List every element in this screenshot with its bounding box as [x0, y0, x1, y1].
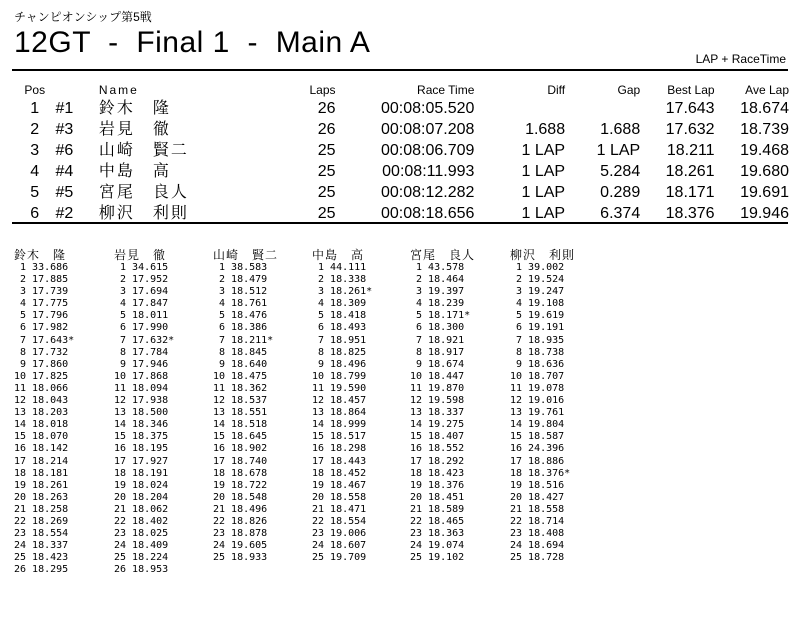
lap-time: 6 18.386	[213, 322, 268, 334]
lap-column	[114, 248, 209, 576]
cell-best-lap: 18.211	[666, 142, 715, 159]
lap-column-driver: 山崎 賢二	[213, 248, 279, 262]
lap-time: 6 18.493	[312, 322, 367, 334]
cell-best-lap: 18.376	[665, 205, 715, 222]
lap-time: 7 18.211*	[213, 334, 274, 346]
lap-time: 10 17.868	[114, 370, 169, 382]
lap-time: 21 18.062	[114, 503, 169, 515]
lap-time: 18 18.191	[114, 467, 169, 479]
lap-time: 23 19.006	[312, 528, 367, 540]
lap-time: 15 18.645	[213, 431, 268, 443]
lap-time: 17 18.740	[213, 455, 268, 467]
lap-time: 22 18.269	[14, 515, 69, 527]
lap-time: 26 18.295	[14, 564, 69, 576]
lap-time: 4 17.775	[14, 298, 69, 310]
lap-time: 21 18.558	[510, 503, 565, 515]
lap-time: 4 18.761	[213, 298, 268, 310]
lap-time: 22 18.554	[312, 515, 367, 527]
lap-time: 10 18.799	[312, 370, 367, 382]
event-subtitle: チャンピオンシップ第5戦	[14, 10, 152, 24]
lap-time: 9 18.496	[312, 358, 367, 370]
lap-time: 13 19.761	[510, 407, 565, 419]
lap-time: 8 18.845	[213, 346, 268, 358]
cell-ave-lap: 19.468	[740, 142, 789, 159]
lap-time: 6 18.300	[410, 322, 465, 334]
lap-time: 7 18.935	[510, 334, 565, 346]
lap-time: 23 18.363	[410, 528, 465, 540]
lap-time: 17 18.292	[410, 455, 465, 467]
lap-time: 7 17.643*	[14, 334, 75, 346]
lap-time: 14 18.518	[213, 419, 268, 431]
lap-time: 13 18.337	[410, 407, 465, 419]
cell-gap: 5.284	[600, 163, 641, 180]
cell-diff	[474, 98, 565, 119]
lap-column	[312, 248, 407, 564]
results-table	[14, 82, 789, 224]
lap-time: 2 17.952	[114, 274, 169, 286]
cell-driver-name: 鈴木 隆	[98, 100, 171, 117]
lap-column-driver: 柳沢 利則	[510, 248, 576, 262]
lap-time: 8 17.784	[114, 346, 169, 358]
lap-time: 15 18.407	[410, 431, 465, 443]
report-mode-label: LAP + RaceTime	[695, 52, 786, 66]
lap-time: 10 18.707	[510, 370, 565, 382]
lap-time: 3 17.739	[14, 286, 69, 298]
cell-ave-lap: 18.674	[740, 100, 789, 117]
lap-column-driver: 中島 高	[312, 248, 365, 262]
lap-time: 25 18.728	[510, 552, 565, 564]
lap-time: 14 19.275	[410, 419, 465, 431]
cell-driver-name: 宮尾 良人	[98, 184, 189, 201]
lap-time: 5 18.476	[213, 310, 268, 322]
cell-diff: 1.688	[525, 121, 566, 138]
lap-column	[14, 248, 109, 576]
lap-column-driver: 鈴木 隆	[14, 248, 67, 262]
col-number	[55, 82, 98, 98]
lap-time: 24 18.409	[114, 540, 169, 552]
table-row	[14, 140, 789, 161]
lap-time: 11 19.078	[510, 382, 565, 394]
lap-time: 3 19.247	[510, 286, 565, 298]
cell-driver-name: 中島 高	[98, 163, 171, 180]
lap-time: 5 18.011	[114, 310, 169, 322]
lap-time: 17 17.927	[114, 455, 169, 467]
cell-ave-lap: 18.739	[740, 121, 789, 138]
lap-time: 18 18.678	[213, 467, 268, 479]
cell-car-number: #1	[55, 100, 74, 117]
table-row	[14, 161, 789, 182]
cell-best-lap: 17.632	[665, 121, 715, 138]
lap-time: 14 18.346	[114, 419, 169, 431]
lap-time: 8 18.825	[312, 346, 367, 358]
cell-laps: 26	[317, 121, 336, 138]
lap-time: 16 18.298	[312, 443, 367, 455]
lap-time: 22 18.402	[114, 515, 169, 527]
lap-time: 20 18.548	[213, 491, 268, 503]
lap-time: 12 18.537	[213, 395, 268, 407]
lap-time: 19 18.467	[312, 479, 367, 491]
lap-time: 13 18.203	[14, 407, 69, 419]
lap-time: 15 18.587	[510, 431, 565, 443]
lap-time: 5 18.171*	[410, 310, 471, 322]
lap-time: 22 18.465	[410, 515, 465, 527]
lap-time: 11 18.066	[14, 382, 69, 394]
cell-pos: 6	[30, 205, 40, 222]
lap-time: 23 18.878	[213, 528, 268, 540]
lap-time: 13 18.864	[312, 407, 367, 419]
lap-time: 6 17.982	[14, 322, 69, 334]
lap-time: 19 18.261	[14, 479, 69, 491]
cell-ave-lap: 19.691	[740, 184, 789, 201]
lap-time: 21 18.589	[410, 503, 465, 515]
lap-time: 13 18.500	[114, 407, 169, 419]
lap-time: 21 18.471	[312, 503, 367, 515]
results-header-row	[14, 82, 789, 98]
lap-time: 8 17.732	[14, 346, 69, 358]
lap-time: 1 38.583	[213, 262, 268, 273]
lap-time: 17 18.886	[510, 455, 565, 467]
cell-race-time: 00:08:18.656	[380, 205, 475, 222]
lap-time: 9 18.640	[213, 358, 268, 370]
lap-time: 4 18.309	[312, 298, 367, 310]
lap-time: 14 18.018	[14, 419, 69, 431]
lap-time: 23 18.408	[510, 528, 565, 540]
lap-time: 10 17.825	[14, 370, 69, 382]
lap-time: 21 18.496	[213, 503, 268, 515]
lap-time: 11 18.094	[114, 382, 169, 394]
cell-gap	[565, 98, 640, 119]
lap-time: 7 18.951	[312, 334, 367, 346]
cell-gap: 0.289	[600, 184, 641, 201]
lap-time: 4 19.108	[510, 298, 565, 310]
table-row	[14, 119, 789, 140]
cell-diff: 1 LAP	[521, 163, 566, 180]
lap-time: 11 18.362	[213, 382, 268, 394]
lap-time: 2 17.885	[14, 274, 69, 286]
col-race-time: Race Time	[417, 83, 475, 97]
lap-time: 17 18.214	[14, 455, 69, 467]
lap-time: 11 19.590	[312, 382, 367, 394]
lap-time: 24 18.694	[510, 540, 565, 552]
cell-diff: 1 LAP	[521, 205, 566, 222]
lap-time: 12 19.598	[410, 395, 465, 407]
lap-time: 7 17.632*	[114, 334, 175, 346]
cell-driver-name: 柳沢 利則	[98, 205, 189, 222]
cell-pos: 1	[30, 100, 40, 117]
col-pos: Pos	[24, 83, 46, 97]
lap-time: 25 18.224	[114, 552, 169, 564]
cell-gap: 1 LAP	[596, 142, 641, 159]
lap-time: 15 18.375	[114, 431, 169, 443]
lap-time: 12 18.457	[312, 395, 367, 407]
lap-column-driver: 岩見 徹	[114, 248, 167, 262]
col-name: Name	[98, 83, 139, 97]
lap-time: 17 18.443	[312, 455, 367, 467]
lap-time: 19 18.516	[510, 479, 565, 491]
cell-ave-lap: 19.680	[740, 163, 789, 180]
table-row	[14, 98, 789, 119]
lap-time: 6 17.990	[114, 322, 169, 334]
lap-time: 2 19.524	[510, 274, 565, 286]
lap-time: 25 19.102	[410, 552, 465, 564]
lap-time: 22 18.714	[510, 515, 565, 527]
lap-time: 20 18.451	[410, 491, 465, 503]
lap-column	[510, 248, 605, 564]
cell-laps: 26	[317, 100, 336, 117]
cell-race-time: 00:08:06.709	[380, 142, 475, 159]
cell-laps: 25	[317, 184, 336, 201]
lap-time: 6 19.191	[510, 322, 565, 334]
lap-time: 5 18.418	[312, 310, 367, 322]
cell-best-lap: 18.261	[665, 163, 715, 180]
lap-time: 9 17.860	[14, 358, 69, 370]
lap-time: 26 18.953	[114, 564, 169, 576]
lap-time: 11 19.870	[410, 382, 465, 394]
cell-car-number: #3	[55, 121, 74, 138]
lap-time: 15 18.517	[312, 431, 367, 443]
lap-time: 9 18.674	[410, 358, 465, 370]
lap-time: 2 18.464	[410, 274, 465, 286]
cell-race-time: 00:08:07.208	[380, 121, 475, 138]
lap-time: 5 17.796	[14, 310, 69, 322]
lap-time: 16 18.142	[14, 443, 69, 455]
cell-pos: 2	[30, 121, 40, 138]
lap-time: 18 18.423	[410, 467, 465, 479]
results-body	[14, 98, 789, 224]
cell-gap: 6.374	[600, 205, 641, 222]
cell-car-number: #6	[55, 142, 74, 159]
cell-driver-name: 山崎 賢二	[98, 142, 189, 159]
lap-time: 16 18.552	[410, 443, 465, 455]
lap-time: 18 18.452	[312, 467, 367, 479]
divider-bottom	[12, 222, 788, 224]
lap-time: 1 34.615	[114, 262, 169, 273]
col-laps: Laps	[309, 83, 336, 97]
cell-best-lap: 17.643	[665, 100, 715, 117]
lap-time: 2 18.338	[312, 274, 367, 286]
cell-pos: 3	[30, 142, 40, 159]
lap-time: 1 39.002	[510, 262, 565, 273]
lap-time: 19 18.024	[114, 479, 169, 491]
lap-time: 1 33.686	[14, 262, 69, 273]
lap-column	[213, 248, 308, 564]
table-row	[14, 203, 789, 224]
cell-diff: 1 LAP	[521, 184, 566, 201]
lap-time: 23 18.025	[114, 528, 169, 540]
lap-time: 25 19.709	[312, 552, 367, 564]
lap-time: 1 44.111	[312, 262, 367, 273]
table-row	[14, 182, 789, 203]
lap-time: 12 17.938	[114, 395, 169, 407]
lap-time: 24 18.607	[312, 540, 367, 552]
col-gap: Gap	[617, 83, 641, 97]
cell-best-lap: 18.171	[665, 184, 715, 201]
lap-time: 10 18.447	[410, 370, 465, 382]
lap-time: 16 18.195	[114, 443, 169, 455]
lap-time: 24 19.074	[410, 540, 465, 552]
cell-ave-lap: 19.946	[740, 205, 789, 222]
cell-pos: 4	[30, 163, 40, 180]
lap-time: 20 18.204	[114, 491, 169, 503]
cell-car-number: #5	[55, 184, 74, 201]
lap-time: 9 18.636	[510, 358, 565, 370]
lap-time: 3 17.694	[114, 286, 169, 298]
lap-time: 20 18.263	[14, 491, 69, 503]
lap-time: 19 18.376	[410, 479, 465, 491]
lap-time: 23 18.554	[14, 528, 69, 540]
lap-time: 18 18.376*	[510, 467, 571, 479]
lap-time: 1 43.578	[410, 262, 465, 273]
cell-laps: 25	[317, 142, 336, 159]
col-best-lap: Best Lap	[667, 83, 715, 97]
cell-driver-name: 岩見 徹	[98, 121, 171, 138]
lap-time: 12 19.016	[510, 395, 565, 407]
lap-time: 8 18.738	[510, 346, 565, 358]
cell-race-time: 00:08:12.282	[380, 184, 475, 201]
col-diff: Diff	[547, 83, 566, 97]
cell-gap: 1.688	[600, 121, 641, 138]
divider-top	[12, 69, 788, 71]
col-ave-lap: Ave Lap	[745, 83, 789, 97]
cell-race-time: 00:08:05.520	[380, 100, 475, 117]
cell-laps: 25	[317, 205, 336, 222]
lap-time: 20 18.427	[510, 491, 565, 503]
cell-pos: 5	[30, 184, 40, 201]
lap-time: 22 18.826	[213, 515, 268, 527]
lap-time: 12 18.043	[14, 395, 69, 407]
cell-race-time: 00:08:11.993	[382, 163, 475, 180]
lap-column	[410, 248, 505, 564]
lap-time: 25 18.933	[213, 552, 268, 564]
lap-time: 3 18.512	[213, 286, 268, 298]
lap-time: 13 18.551	[213, 407, 268, 419]
lap-column-driver: 宮尾 良人	[410, 248, 476, 262]
lap-time: 25 18.423	[14, 552, 69, 564]
lap-time: 3 19.397	[410, 286, 465, 298]
cell-laps: 25	[317, 163, 336, 180]
lap-time: 14 19.804	[510, 419, 565, 431]
lap-time: 15 18.070	[14, 431, 69, 443]
lap-time: 24 18.337	[14, 540, 69, 552]
lap-time: 9 17.946	[114, 358, 169, 370]
lap-time: 10 18.475	[213, 370, 268, 382]
cell-car-number: #4	[55, 163, 74, 180]
page-title: 12GT - Final 1 - Main A	[14, 26, 371, 59]
lap-time: 20 18.558	[312, 491, 367, 503]
lap-time: 2 18.479	[213, 274, 268, 286]
lap-time: 16 18.902	[213, 443, 268, 455]
lap-time: 24 19.605	[213, 540, 268, 552]
lap-time: 7 18.921	[410, 334, 465, 346]
lap-time: 14 18.999	[312, 419, 367, 431]
lap-time: 19 18.722	[213, 479, 268, 491]
cell-diff: 1 LAP	[521, 142, 566, 159]
cell-car-number: #2	[55, 205, 74, 222]
lap-time: 3 18.261*	[312, 286, 373, 298]
lap-time: 4 17.847	[114, 298, 169, 310]
lap-time: 8 18.917	[410, 346, 465, 358]
lap-time: 16 24.396	[510, 443, 565, 455]
lap-time: 4 18.239	[410, 298, 465, 310]
lap-time: 5 19.619	[510, 310, 565, 322]
lap-time: 21 18.258	[14, 503, 69, 515]
lap-time: 18 18.181	[14, 467, 69, 479]
